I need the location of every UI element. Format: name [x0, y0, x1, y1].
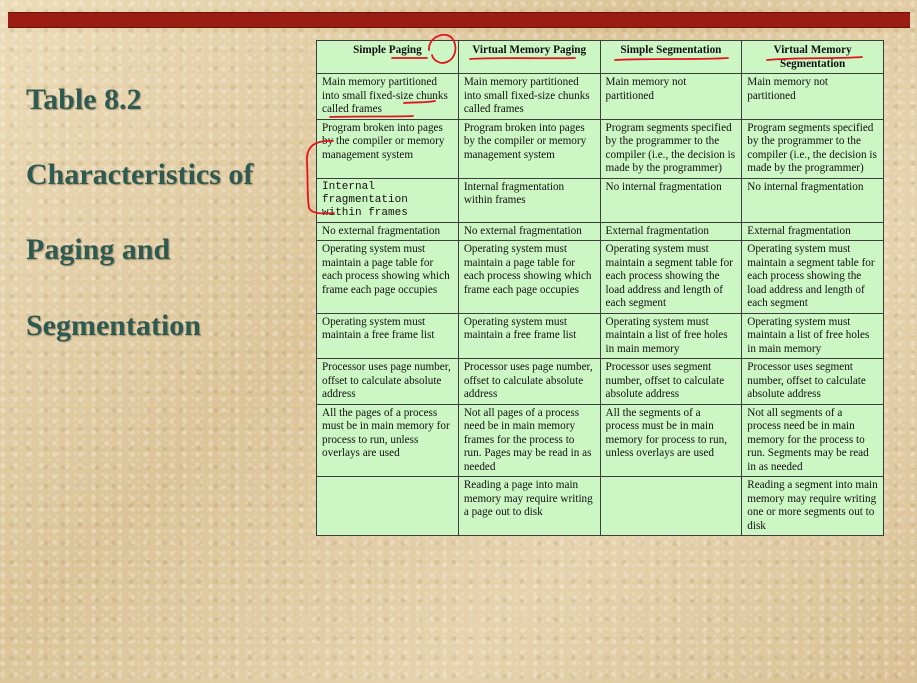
table-cell: Internal fragmentation within frames	[317, 178, 459, 222]
table-cell	[317, 477, 459, 536]
table-cell: External fragmentation	[742, 222, 884, 241]
table-cell: Program segments specified by the programmer to the compiler (i.e., the decision is made by the programmer)	[742, 119, 884, 178]
table-cell: Operating system must maintain a free frame list	[317, 313, 459, 359]
table-cell: Operating system must maintain a list of free holes in main memory	[600, 313, 742, 359]
table-row	[317, 313, 884, 359]
table-row	[317, 178, 884, 222]
table-cell: Operating system must maintain a page table for each process showing which frame each page occupies	[458, 241, 600, 314]
table-cell: No internal fragmentation	[600, 178, 742, 222]
table-cell: Program broken into pages by the compiler or memory management system	[458, 119, 600, 178]
table-cell: Main memory partitioned into small fixed-size chunks called frames	[458, 74, 600, 120]
header-simple-segmentation: Simple Segmentation	[600, 41, 742, 74]
table-row	[317, 222, 884, 241]
table-cell: No internal fragmentation	[742, 178, 884, 222]
table-cell: All the segments of a process must be in main memory for process to run, unless overlays are used	[600, 404, 742, 477]
table-cell: All the pages of a process must be in main memory for process to run, unless overlays are used	[317, 404, 459, 477]
table-cell: Not all segments of a process need be in main memory for the process to run. Segments may be read in as needed	[742, 404, 884, 477]
table-cell: Reading a segment into main memory may require writing one or more segments out to disk	[742, 477, 884, 536]
table-header-row	[317, 41, 884, 74]
table-cell: Main memory not partitioned	[742, 74, 884, 120]
header-simple-paging: Simple Paging	[317, 41, 459, 74]
table-cell: Program broken into pages by the compiler or memory management system	[317, 119, 459, 178]
table-cell: Main memory partitioned into small fixed-size chunks called frames	[317, 74, 459, 120]
table-cell	[600, 477, 742, 536]
table-cell: External fragmentation	[600, 222, 742, 241]
header-virtual-memory-segmentation: Virtual Memory Segmentation	[742, 41, 884, 74]
table-row	[317, 404, 884, 477]
table-cell: Main memory not partitioned	[600, 74, 742, 120]
table-cell: Operating system must maintain a page table for each process showing which frame each page occupies	[317, 241, 459, 314]
table-cell: No external fragmentation	[317, 222, 459, 241]
table-cell: Operating system must maintain a segment table for each process showing the load address and length of each segment	[600, 241, 742, 314]
slide-title-line-2: Characteristics of	[26, 158, 254, 191]
table-cell: Processor uses page number, offset to calculate absolute address	[317, 359, 459, 405]
table-row	[317, 74, 884, 120]
table-cell: Processor uses segment number, offset to calculate absolute address	[742, 359, 884, 405]
table-cell: Operating system must maintain a list of free holes in main memory	[742, 313, 884, 359]
table-row	[317, 359, 884, 405]
table-row	[317, 119, 884, 178]
table-row	[317, 477, 884, 536]
slide-title-line-4: Segmentation	[26, 309, 201, 342]
table-cell: Not all pages of a process need be in main memory frames for the process to run. Pages may be read in as needed	[458, 404, 600, 477]
table-cell: Reading a page into main memory may require writing a page out to disk	[458, 477, 600, 536]
table-cell: Processor uses page number, offset to calculate absolute address	[458, 359, 600, 405]
slide-title-table-number: Table 8.2	[26, 83, 142, 116]
table-cell: Operating system must maintain a free frame list	[458, 313, 600, 359]
table-cell: Processor uses segment number, offset to calculate absolute address	[600, 359, 742, 405]
characteristics-table	[316, 40, 884, 536]
table-row	[317, 241, 884, 314]
header-bar	[8, 12, 910, 28]
table-cell: Program segments specified by the programmer to the compiler (i.e., the decision is made by the programmer)	[600, 119, 742, 178]
header-virtual-memory-paging: Virtual Memory Paging	[458, 41, 600, 74]
table-cell: Operating system must maintain a segment table for each process showing the load address and length of each segment	[742, 241, 884, 314]
slide-title-line-3: Paging and	[26, 233, 171, 266]
table-cell: No external fragmentation	[458, 222, 600, 241]
table-cell: Internal fragmentation within frames	[458, 178, 600, 222]
